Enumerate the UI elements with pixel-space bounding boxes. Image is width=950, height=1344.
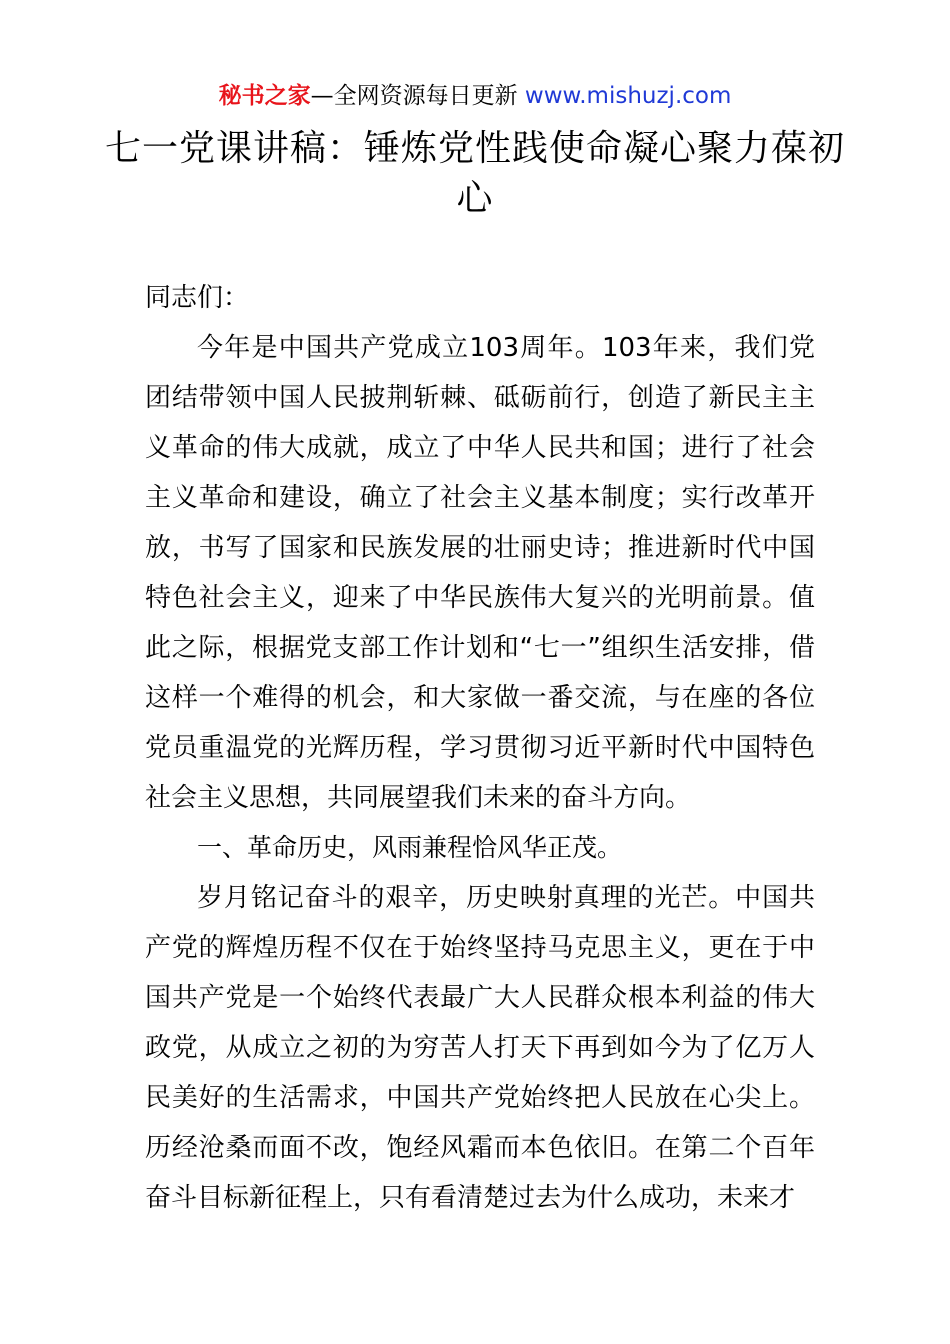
body-paragraph: 今年是中国共产党成立103周年。103年来，我们党团结带领中国人民披荆斩棘、砥砺前行，创造了新民主主义革命的伟大成就，成立了中华人民共和国；进行了社会主义革命和建设，确立了社会主义基本制度；实行改革开放，书写了国家和民族发展的壮丽史诗；推进新时代中国特色社会主义，迎来了中华民族伟大复兴的光明前景。值此之际，根据党支部工作计划和“七一”组织生活安排，借这样一个难得的机会，和大家做一番交流，与在座的各位党员重温党的光辉历程，学习贯彻习近平新时代中国特色社会主义思想，共同展望我们未来的奋斗方向。 xyxy=(145,333,815,813)
body-paragraph: 岁月铭记奋斗的艰辛，历史映射真理的光芒。中国共产党的辉煌历程不仅在于始终坚持马克思主义，更在于中国共产党是一个始终代表最广大人民群众根本利益的伟大政党，从成立之初的为穷苦人打天下再到如今为了亿万人民美好的生活需求，中国共产党始终把人民放在心尖上。历经沧桑而面不改，饱经风霜而本色依旧。在第二个百年奋斗目标新征程上，只有看清楚过去为什么成功，未来才 xyxy=(145,883,815,1213)
site-url-link[interactable]: www.mishuzj.com xyxy=(524,83,732,109)
document-body xyxy=(145,273,815,1223)
section-heading: 一、革命历史，风雨兼程恰风华正茂。 xyxy=(197,833,623,862)
site-tagline: —全网资源每日更新 xyxy=(310,83,525,109)
document-title: 七一党课讲稿：锤炼党性践使命凝心聚力葆初心 xyxy=(104,128,845,219)
salutation: 同志们： xyxy=(145,283,250,313)
site-brand: 秘书之家 xyxy=(218,83,311,109)
site-header xyxy=(0,81,950,111)
